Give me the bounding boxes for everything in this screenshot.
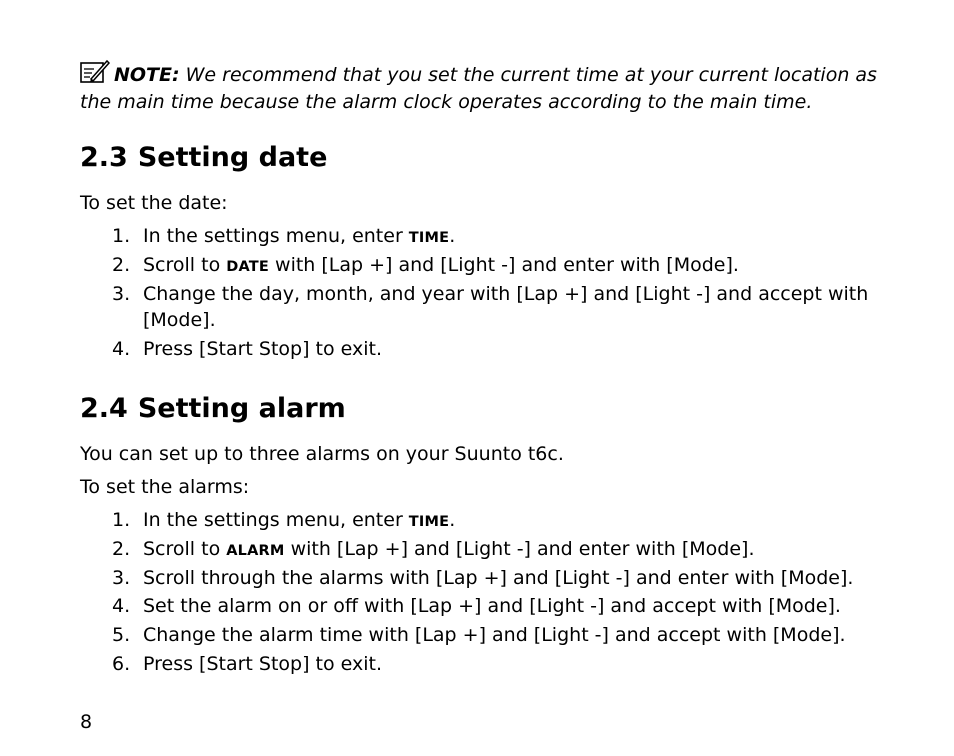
note-label: NOTE: [114,64,180,86]
note-text: We recommend that you set the current time at your current location as the main time because the alarm clock operates according to the main time. [80,64,877,113]
list-item: 3. Scroll through the alarms with [Lap +] and [Light -] and enter with [Mode]. [112,566,854,589]
section-intro: To set the date: [80,192,228,214]
section-heading-date [80,136,880,180]
list-item: 4. Press [Start Stop] to exit. [112,338,383,361]
list-item: 4. Set the alarm on or off with [Lap +] and [Light -] and accept with [Mode]. [112,595,841,618]
document-page [80,58,880,702]
section-intro: To set the alarms: [80,475,250,498]
section-intro: You can set up to three alarms on your Suunto t6c. [80,442,564,465]
section-number: 2.4 [80,392,128,424]
list-item: 1. In the settings menu, enter TIME. [112,225,456,247]
date-steps-list [80,223,880,365]
list-item: 5. Change the alarm time with [Lap +] and [Light -] and accept with [Mode]. [112,624,846,647]
list-item: 2. Scroll to ALARM with [Lap +] and [Light -] and enter with [Mode]. [112,537,755,560]
note-pencil-icon [80,58,110,84]
section-heading-alarm [80,387,880,431]
section-number: 2.3 [80,142,128,173]
list-item: 6. Press [Start Stop] to exit. [112,652,383,675]
section-title: Setting alarm [137,392,346,424]
section-title: Setting date [137,142,328,173]
list-item: 3. Change the day, month, and year with [Lap +] and [Light -] and accept with [Mode]. [112,282,869,332]
page-number: 8 [80,711,93,733]
alarm-steps-list [80,507,880,680]
note-block [80,58,880,116]
list-item: 1. In the settings menu, enter TIME. [112,508,456,531]
list-item: 2. Scroll to DATE with [Lap +] and [Light -] and enter with [Mode]. [112,253,739,276]
